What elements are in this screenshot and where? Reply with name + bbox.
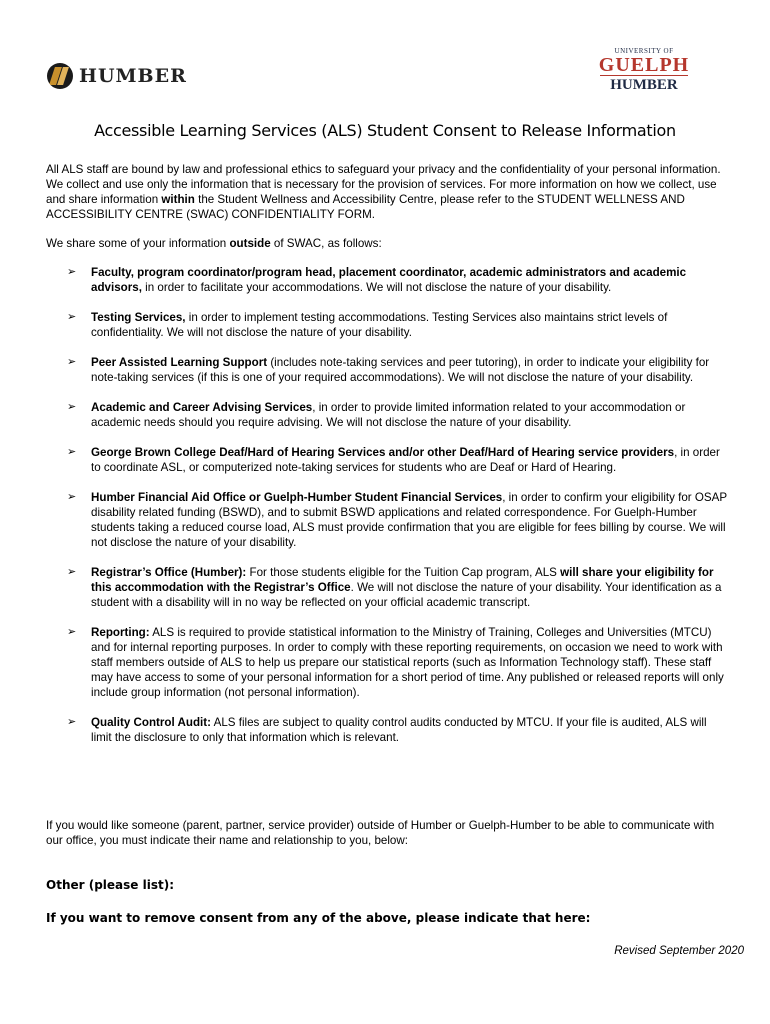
list-item — [67, 490, 727, 550]
list-item-text-end: . We will not disclose the nature of your disability. Your identification as a student with a disability will in no way be reflected on your official academic transcript. — [91, 581, 722, 609]
list-item-heading: Reporting: — [91, 626, 150, 639]
list-item-text: in order to implement testing accommodations. Testing Services also maintains strict levels of confidentiality. We will not disclose the nature of your disability. — [91, 311, 668, 339]
guelph-humber-logo-line2: GUELPH — [598, 54, 690, 76]
list-item — [67, 310, 727, 340]
humber-logo-text: HUMBER — [79, 65, 187, 87]
intro-text-end: the Student Wellness and Accessibility Centre, please refer to the STUDENT WELLNESS AND ACCESSIBILITY CENTRE (SWAC) CONFIDENTIALITY FORM. — [46, 193, 685, 221]
revision-date: Revised September 2020 — [614, 945, 744, 957]
guelph-humber-logo-line3: HUMBER — [600, 75, 688, 93]
list-item-text: , in order to confirm your eligibility for OSAP disability related funding (BSWD), and to submit BSWD applications and related correspondence. For Guelph-Humber students taking a reduced course load, ALS must provide confirmation that you are eligible for fees billing by course. We will not disclose the nature of your disability. — [91, 491, 727, 549]
share-text: We share some of your information — [46, 237, 230, 250]
list-item — [67, 445, 727, 475]
list-item-text: ALS files are subject to quality control audits conducted by MTCU. If your file is audited, ALS will limit the disclosure to only that information which is relevant. — [91, 716, 707, 744]
list-item-heading: Faculty, program coordinator/program head, placement coordinator, academic administrators and academic advisors, — [91, 266, 687, 294]
arrow-bullet-icon: ➢ — [67, 446, 77, 458]
list-item-text: ALS is required to provide statistical information to the Ministry of Training, Colleges and Universities (MTCU) and for internal reporting purposes. In order to comply with these reporting requirements, on occasion we need to work with staff members outside of ALS to help us prepare our statistical reports (such as Information Technology staff). These staff may have access to some of your personal information for a short period of time. Any published or released reports will only include group information (not personal information). — [91, 626, 724, 699]
list-item-text: , in order to provide limited information related to your accommodation or academic needs should you require advising. We will not disclose the nature of your disability. — [91, 401, 686, 429]
arrow-bullet-icon: ➢ — [67, 626, 77, 638]
intro-text: All ALS staff are bound by law and professional ethics to safeguard your privacy and the confidentiality of your personal information. We collect and use only the information that is necessary for the provision of services. For more information on how we collect, use and share information — [46, 163, 721, 206]
list-item — [67, 625, 727, 700]
list-item — [67, 715, 727, 745]
list-item-heading: Registrar’s Office (Humber): — [91, 566, 247, 579]
page-title: Accessible Learning Services (ALS) Student Consent to Release Information — [94, 121, 676, 140]
list-item — [67, 565, 727, 610]
list-item-heading: Quality Control Audit: — [91, 716, 212, 729]
humber-h-icon — [47, 63, 73, 89]
list-item-text: in order to facilitate your accommodations. We will not disclose the nature of your disability. — [141, 281, 612, 294]
remove-consent-label: If you want to remove consent from any of the above, please indicate that here: — [46, 911, 591, 925]
intro-paragraph — [46, 162, 728, 222]
arrow-bullet-icon: ➢ — [67, 401, 77, 413]
intro-bold: within — [161, 193, 195, 206]
list-item — [67, 265, 727, 295]
arrow-bullet-icon: ➢ — [67, 311, 77, 323]
arrow-bullet-icon: ➢ — [67, 566, 77, 578]
list-item-heading: Peer Assisted Learning Support — [91, 356, 268, 369]
other-label: Other (please list): — [46, 878, 174, 892]
humber-logo — [47, 63, 187, 89]
list-item-heading: Academic and Career Advising Services — [91, 401, 313, 414]
list-item-emphasis: will share your eligibility for this accommodation with the Registrar’s Office — [91, 566, 714, 594]
share-text-end: of SWAC, as follows: — [270, 237, 382, 250]
disclosure-list — [67, 265, 727, 745]
arrow-bullet-icon: ➢ — [67, 716, 77, 728]
list-item — [67, 400, 727, 430]
list-item-heading: Humber Financial Aid Office or Guelph-Humber Student Financial Services — [91, 491, 503, 504]
arrow-bullet-icon: ➢ — [67, 491, 77, 503]
list-item-text: For those students eligible for the Tuition Cap program, ALS — [246, 566, 561, 579]
arrow-bullet-icon: ➢ — [67, 266, 77, 278]
share-paragraph — [46, 236, 728, 251]
arrow-bullet-icon: ➢ — [67, 356, 77, 368]
list-item-heading: George Brown College Deaf/Hard of Hearing Services and/or other Deaf/Hard of Hearing service providers — [91, 446, 675, 459]
guelph-humber-logo — [594, 47, 694, 93]
guelph-humber-logo-line1: UNIVERSITY OF — [614, 47, 674, 55]
list-item-text: (includes note-taking services and peer tutoring), in order to indicate your eligibility for note-taking services (if this is one of your required accommodations). We will not disclose the nature of your disability. — [91, 356, 710, 384]
share-bold: outside — [229, 237, 271, 250]
list-item — [67, 355, 727, 385]
list-item-heading: Testing Services, — [91, 311, 186, 324]
closing-paragraph: If you would like someone (parent, partner, service provider) outside of Humber or Guelph-Humber to be able to communicate with our office, you must indicate their name and relationship to you, below: — [46, 819, 715, 847]
list-item-text: , in order to coordinate ASL, or computerized note-taking services for students who are Deaf or Hard of Hearing. — [91, 446, 720, 474]
